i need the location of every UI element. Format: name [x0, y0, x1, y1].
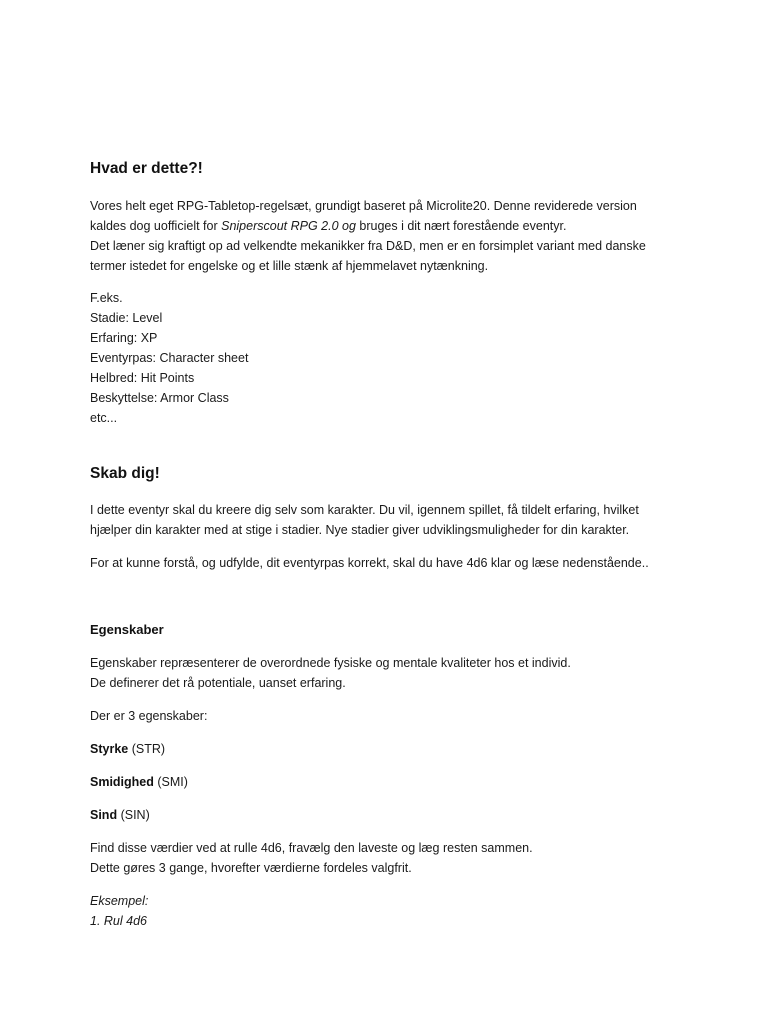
example-step-1: 1. Rul 4d6 — [90, 914, 147, 928]
term-examples-list — [90, 288, 730, 428]
example-label: Eksempel: — [90, 894, 149, 908]
game-name-italic: Sniperscout RPG 2.0 og — [221, 219, 356, 233]
intro-line-1: Vores helt eget RPG-Tabletop-regelsæt, grundigt baseret på Microlite20. Denne reviderede version — [90, 199, 637, 213]
create-character-paragraph — [90, 500, 730, 540]
roll-line-2: Dette gøres 3 gange, hvorefter værdierne fordeles valgfrit. — [90, 861, 412, 875]
attribute-name: Sind — [90, 808, 118, 822]
heading-skab-dig: Skab dig! — [90, 465, 160, 482]
examples-end: etc... — [90, 411, 118, 425]
heading-hvad-er-dette: Hvad er dette?! — [90, 160, 203, 177]
intro-line-3: Det læner sig kraftigt op ad velkendte mekanikker fra D&D, men er en forsimplet variant med danske — [90, 239, 646, 253]
attribute-abbr: (SIN) — [117, 808, 150, 822]
heading-egenskaber: Egenskaber — [90, 622, 164, 637]
example-item: Helbred: Hit Points — [90, 371, 195, 385]
intro-line-4: termer istedet for engelske og et lille stænk af hjemmelavet nytænkning. — [90, 259, 489, 273]
roll-line-1: Find disse værdier ved at rulle 4d6, fravælg den laveste og læg resten sammen. — [90, 841, 533, 855]
example-item: Eventyrpas: Character sheet — [90, 351, 249, 365]
create-line-2: hjælper din karakter med at stige i stadier. Nye stadier giver udviklingsmuligheder for din karakter. — [90, 523, 630, 537]
examples-intro: F.eks. — [90, 291, 123, 305]
roll-instructions — [90, 838, 730, 878]
attribute-mind — [90, 805, 730, 825]
example-block — [90, 891, 730, 931]
create-line-1: I dette eventyr skal du kreere dig selv som karakter. Du vil, igennem spillet, få tildelt erfaring, hvilket — [90, 503, 639, 517]
attributes-line-1: Egenskaber repræsenterer de overordnede fysiske og mentale kvaliteter hos et individ. — [90, 656, 571, 670]
example-item: Beskyttelse: Armor Class — [90, 391, 229, 405]
attribute-strength — [90, 739, 730, 759]
intro-line-2-start: kaldes dog uofficielt for — [90, 219, 222, 233]
attribute-name: Styrke — [90, 742, 129, 756]
intro-line-2-end: bruges i dit nært forestående eventyr. — [355, 219, 567, 233]
attribute-abbr: (SMI) — [153, 775, 188, 789]
attributes-description — [90, 653, 730, 693]
attribute-abbr: (STR) — [128, 742, 166, 756]
intro-line-2 — [90, 216, 730, 236]
attribute-agility — [90, 772, 730, 792]
attributes-count: Der er 3 egenskaber: — [90, 709, 208, 723]
example-item: Stadie: Level — [90, 311, 163, 325]
dice-instructions: For at kunne forstå, og udfylde, dit eventyrpas korrekt, skal du have 4d6 klar og læse nedenstående.. — [90, 556, 649, 570]
attributes-line-2: De definerer det rå potentiale, uanset erfaring. — [90, 676, 346, 690]
attribute-name: Smidighed — [90, 775, 154, 789]
example-item: Erfaring: XP — [90, 331, 158, 345]
intro-paragraph — [90, 196, 730, 276]
